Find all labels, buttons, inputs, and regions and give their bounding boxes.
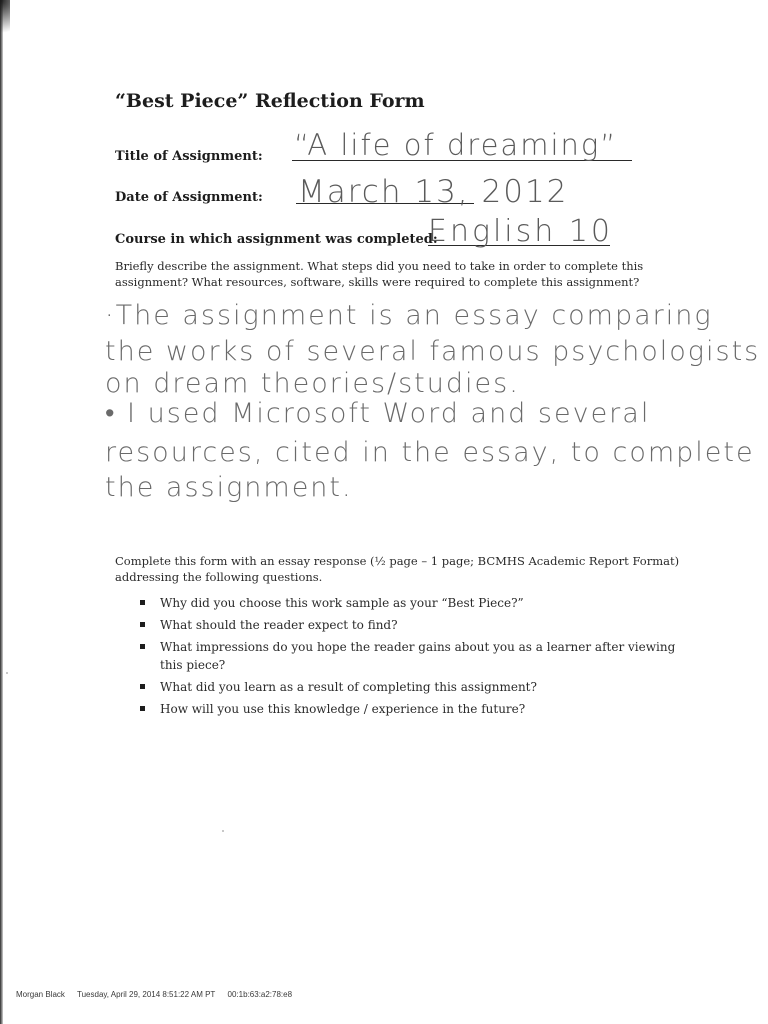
question-item: Why did you choose this work sample as your “Best Piece?” xyxy=(140,594,680,612)
page-edge xyxy=(0,0,3,1024)
essay-line: the assignment. xyxy=(105,472,353,503)
question-item: What should the reader expect to find? xyxy=(140,616,680,634)
date-of-assignment-value: March 13, 2012 xyxy=(298,174,569,210)
form-title: “Best Piece” Reflection Form xyxy=(115,90,425,112)
title-of-assignment-label: Title of Assignment: xyxy=(115,149,263,164)
page-corner-shadow xyxy=(0,0,10,40)
footer-name: Morgan Black xyxy=(16,990,65,999)
question-item: What did you learn as a result of completing this assignment? xyxy=(140,678,680,696)
question-list xyxy=(140,594,680,722)
course-label: Course in which assignment was completed: xyxy=(115,232,438,247)
question-item: What impressions do you hope the reader gains about you as a learner after viewing this piece? xyxy=(140,638,680,674)
describe-prompt-line-2: assignment? What resources, software, skills were required to complete this assignment? xyxy=(115,275,640,289)
footer-mac: 00:1b:63:a2:78:e8 xyxy=(227,990,293,999)
course-value: English 10 xyxy=(428,214,613,249)
essay-line: the works of several famous psychologists xyxy=(105,336,761,367)
scan-speck xyxy=(6,672,8,674)
question-item: How will you use this knowledge / experience in the future? xyxy=(140,700,680,718)
scan-speck xyxy=(222,830,224,832)
essay-line: ·The assignment is an essay comparing xyxy=(105,300,713,331)
essay-line: on dream theories/studies. xyxy=(105,368,520,399)
instructions-line-2: addressing the following questions. xyxy=(115,570,323,584)
describe-prompt-line-1: Briefly describe the assignment. What steps did you need to take in order to complete this xyxy=(115,259,644,273)
instructions-line-1: Complete this form with an essay response (½ page – 1 page; BCMHS Academic Report Format) xyxy=(115,554,680,568)
essay-line: resources, cited in the essay, to complete xyxy=(105,437,755,468)
title-of-assignment-value: “A life of dreaming” xyxy=(294,128,618,162)
essay-line: • I used Microsoft Word and several xyxy=(105,398,651,429)
date-of-assignment-label: Date of Assignment: xyxy=(115,190,263,205)
scan-footer xyxy=(16,990,302,999)
footer-timestamp: Tuesday, April 29, 2014 8:51:22 AM PT xyxy=(77,990,216,999)
